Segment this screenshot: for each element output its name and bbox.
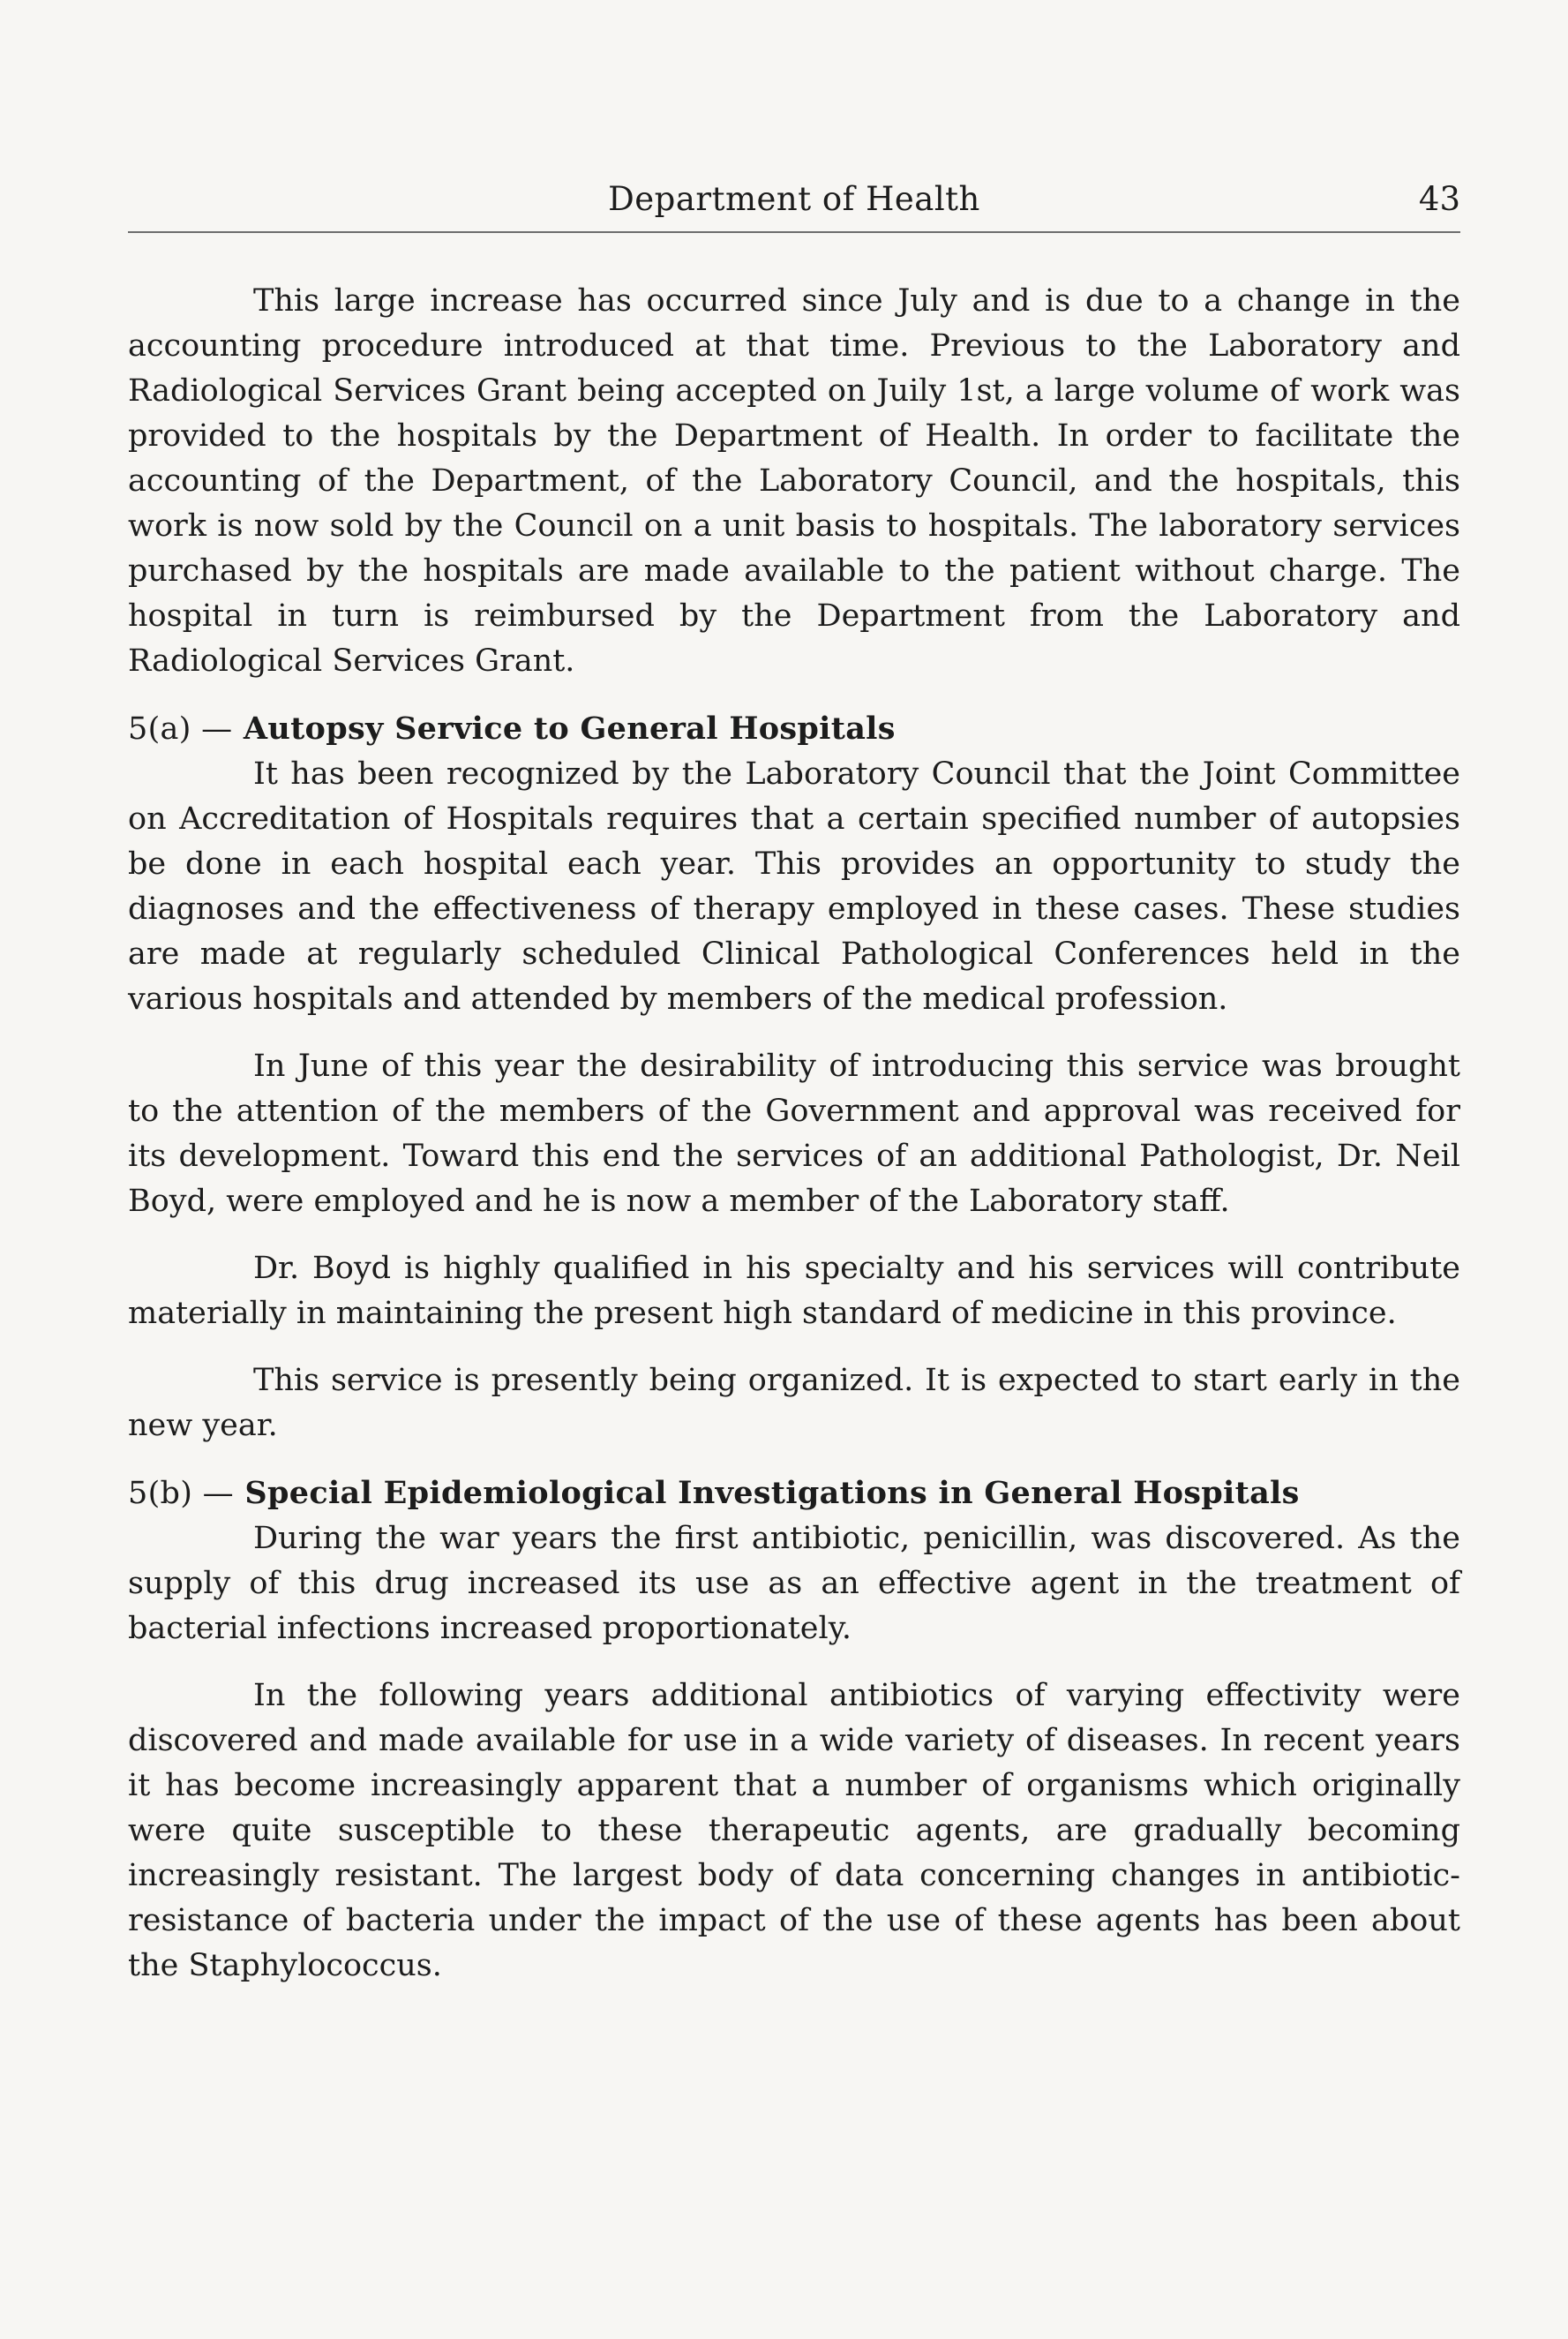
section-heading-5a — [128, 706, 1460, 752]
body-text — [128, 279, 1460, 1989]
section-title-5b: Special Epidemiological Investigations in General Hospitals — [244, 1475, 1300, 1511]
section-heading-5b — [128, 1470, 1460, 1516]
page-number: 43 — [1418, 180, 1460, 218]
paragraph-autopsy-accreditation: It has been recognized by the Laboratory Council that the Joint Committee on Accreditation of Hospitals requires that a certain specified number of autopsies be done in each hospital each year. This provides an opportunity to study the diagnoses and the effectiveness of therapy employed in these cases. These studies are made at regularly scheduled Clinical Pathological Conferences held in the various hospitals and attended by members of the medical profession. — [128, 756, 1460, 1017]
paragraph-penicillin: During the war years the first antibiotic, penicillin, was discovered. As the supply of this drug increased its use as an effective agent in the treatment of bacterial infections increased proportionately. — [128, 1521, 1460, 1646]
running-header — [128, 177, 1460, 233]
section-title-5a: Autopsy Service to General Hospitals — [243, 711, 896, 747]
section-number-5b: 5(b) — — [128, 1476, 234, 1511]
paragraph-accounting-change: This large increase has occurred since July and is due to a change in the accounting procedure introduced at that time. Previous to the Laboratory and Radiological Services Grant being accepted on Juily 1st, a large volume of work was provided to the hospitals by the Department of Health. In order to facilitate the accounting of the Department, of the Laboratory Council, and the hospitals, this work is now sold by the Council on a unit basis to hospitals. The laboratory services purchased by the hospitals are made available to the patient without charge. The hospital in turn is reimbursed by the Department from the Laboratory and Radiological Services Grant. — [128, 283, 1460, 679]
paragraph-antibiotic-resistance: In the following years additional antibiotics of varying effectivity were discovered and made available for use in a wide variety of diseases. In recent years it has become increasingly apparent that a number of organisms which originally were quite susceptible to these therapeutic agents, are gradually becoming increasingly resistant. The largest body of data concerning changes in antibiotic-resistance of bacteria under the impact of the use of these agents has been about the Staphylococcus. — [128, 1678, 1460, 1983]
paragraph-service-organized: This service is presently being organized. It is expected to start early in the new year. — [128, 1363, 1460, 1443]
document-page — [128, 177, 1460, 2011]
running-title: Department of Health — [608, 180, 980, 218]
paragraph-dr-boyd: Dr. Boyd is highly qualified in his specialty and his services will contribute materially in maintaining the present high standard of medicine in this province. — [128, 1251, 1460, 1331]
section-number-5a: 5(a) — — [128, 711, 233, 747]
paragraph-june-approval: In June of this year the desirability of introducing this service was brought to the attention of the members of the Government and approval was received for its development. Toward this end the services of an additional Pathologist, Dr. Neil Boyd, were employed and he is now a member of the Laboratory staff. — [128, 1049, 1460, 1219]
